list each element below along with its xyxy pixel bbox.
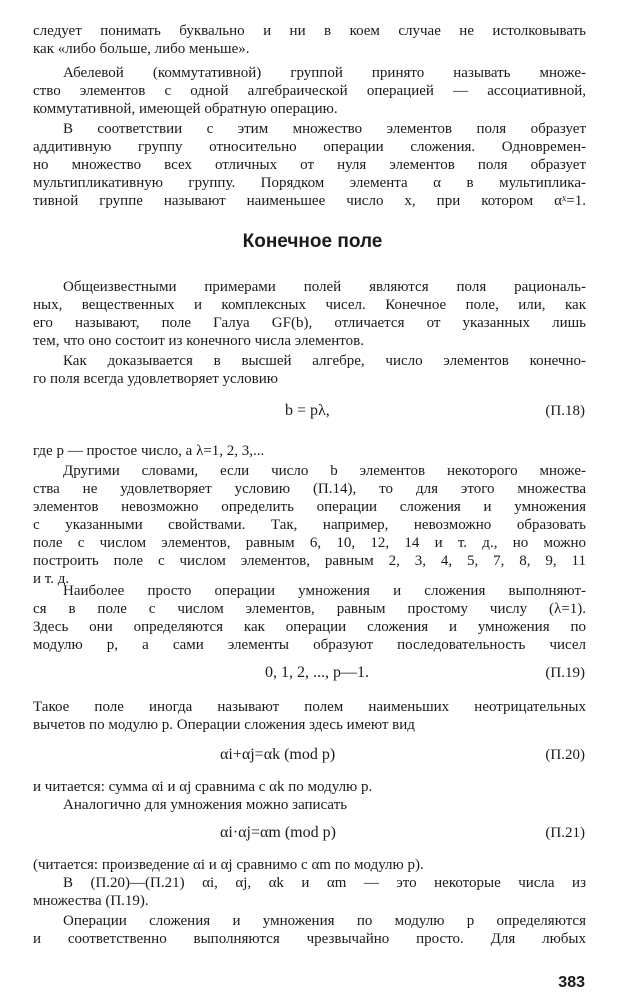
text-line: Как доказывается в высшей алгебре, число элементов конечно- [63,353,586,369]
text-line: коммутативной, имеющей обратную операцию. [33,101,338,117]
text-line: и т. д. [33,571,70,587]
text-line: Аналогично для умножения можно записать [63,797,348,813]
text-line: Другими словами, если число b элементов некоторого множе- [63,463,586,479]
text-line: ных, вещественных и комплексных чисел. Конечное поле, или, как [33,297,586,313]
text-line: где p — простое число, а λ=1, 2, 3,... [33,443,265,459]
text-line: Общеизвестными примерами полей являются поля рациональ- [63,279,586,295]
text-line: ство элементов с одной алгебраической операцией — ассоциативной, [33,83,586,99]
text-line: следует понимать буквально и ни в коем случае не истолковывать [33,23,586,39]
text-line: ства не удовлетворяет условию (П.14), то для этого множества [33,481,586,497]
text-line: тем, что оно состоит из конечного числа элементов. [33,333,364,349]
text-line: с указанными свойствами. Так, например, невозможно образовать [33,517,586,533]
equation-p18: b = pλ, [285,402,330,419]
text-line: и читается: сумма αi и αj сравнима с αk по модулю p. [33,779,373,795]
text-line: мультипликативную группу. Порядком элемента α в мультиплика- [33,175,586,191]
text-line: но множество всех отличных от нуля элементов поля образует [33,157,586,173]
equation-number: (П.19) [545,665,585,681]
equation-p20: αi+αj=αk (mod p) [220,746,336,763]
equation-p19: 0, 1, 2, ..., p—1. [265,664,369,681]
text-line: (читается: произведение αi и αj сравнимо с αm по модулю p). [33,857,424,873]
text-line: Наиболее просто операции умножения и сложения выполняют- [63,583,586,599]
text-line: аддитивную группу относительно операции сложения. Одновремен- [33,139,586,155]
equation-p21: αi·αj=αm (mod p) [220,824,336,841]
text-line: элементов невозможно определить операции сложения и умножения [33,499,586,515]
equation-number: (П.21) [545,825,585,841]
section-heading: Конечное поле [242,231,383,252]
equation-number: (П.18) [545,403,585,419]
text-line: вычетов по модулю p. Операции сложения здесь имеют вид [33,717,415,733]
text-line: его называют, поле Галуа GF(b), отличается от указанных лишь [33,315,586,331]
text-line: го поля всегда удовлетворяет условию [33,371,279,387]
text-line: Такое поле иногда называют полем наименьших неотрицательных [33,699,586,715]
text-line: В соответствии с этим множество элементов поля образует [63,121,586,137]
page-number: 383 [558,974,585,991]
text-line: построить поле с числом элементов, равным 2, 3, 4, 5, 7, 8, 9, 11 [33,553,586,569]
text-line: Операции сложения и умножения по модулю p определяются [63,913,586,929]
text-line: Здесь они определяются как операции сложения и умножения по [33,619,586,635]
text-line: ся в поле с числом элементов, равным простому числу (λ=1). [33,601,586,617]
text-line: модулю p, а сами элементы образуют последовательность чисел [33,637,586,653]
text-line: как «либо больше, либо меньше». [33,41,250,57]
text-line: поле с числом элементов, равным 6, 10, 12, 14 и т. д., но можно [33,535,586,551]
text-line: В (П.20)—(П.21) αi, αj, αk и αm — это некоторые числа из [63,875,586,891]
text-line: тивной группе называют наименьшее число x, при котором αˣ=1. [33,193,586,209]
text-line: и соответственно выполняются чрезвычайно просто. Для любых [33,931,586,947]
text-line: Абелевой (коммутативной) группой принято называть множе- [63,65,586,81]
text-line: множества (П.19). [33,893,149,909]
equation-number: (П.20) [545,747,585,763]
